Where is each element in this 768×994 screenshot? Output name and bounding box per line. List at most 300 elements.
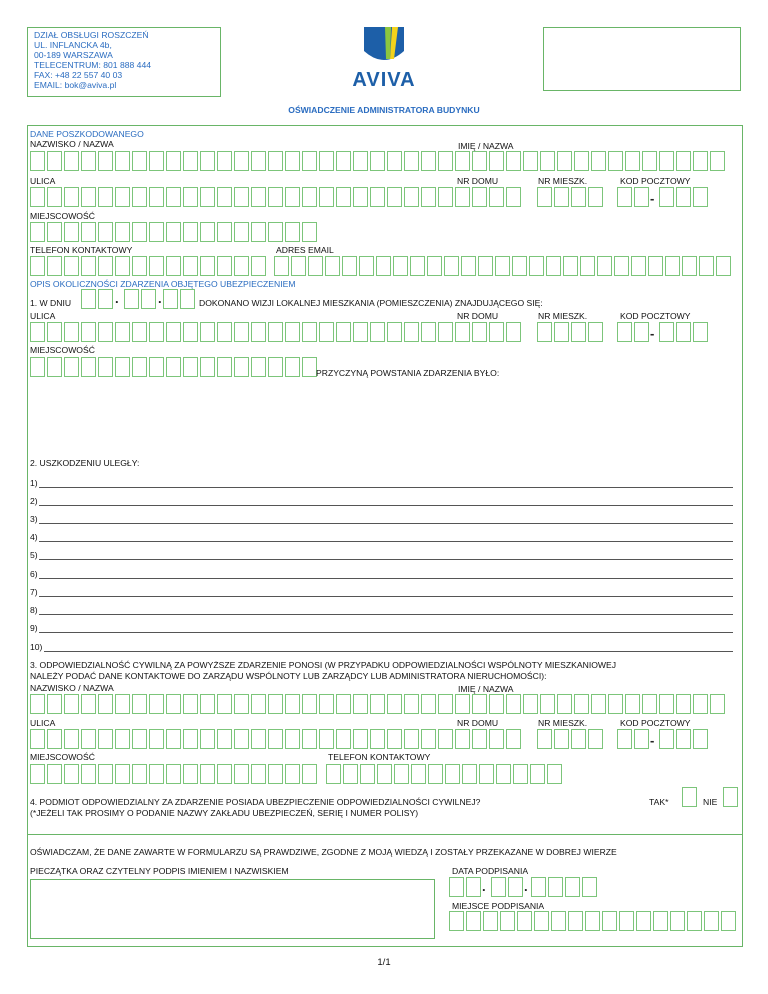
- input-cell[interactable]: [115, 187, 130, 207]
- input-cell[interactable]: [81, 256, 96, 276]
- input-cell[interactable]: [591, 694, 606, 714]
- input-cell[interactable]: [472, 729, 487, 749]
- input-cell[interactable]: [115, 729, 130, 749]
- input-cell[interactable]: [183, 151, 198, 171]
- input-cell[interactable]: [64, 729, 79, 749]
- street-field[interactable]: [30, 322, 470, 342]
- input-cell[interactable]: [537, 322, 552, 342]
- input-cell[interactable]: [517, 911, 532, 931]
- input-cell[interactable]: [387, 151, 402, 171]
- input-cell[interactable]: [512, 256, 527, 276]
- input-cell[interactable]: [394, 764, 409, 784]
- input-cell[interactable]: [285, 322, 300, 342]
- input-cell[interactable]: [659, 322, 674, 342]
- input-cell[interactable]: [588, 729, 603, 749]
- input-cell[interactable]: [659, 729, 674, 749]
- input-cell[interactable]: [411, 764, 426, 784]
- input-cell[interactable]: [166, 322, 181, 342]
- input-cell[interactable]: [166, 187, 181, 207]
- input-cell[interactable]: [455, 729, 470, 749]
- input-cell[interactable]: [132, 151, 147, 171]
- input-cell[interactable]: [47, 322, 62, 342]
- input-cell[interactable]: [466, 911, 481, 931]
- input-cell[interactable]: [642, 694, 657, 714]
- input-cell[interactable]: [166, 729, 181, 749]
- input-cell[interactable]: [115, 222, 130, 242]
- input-cell[interactable]: [353, 322, 368, 342]
- input-cell[interactable]: [523, 151, 538, 171]
- incident-year-field[interactable]: [163, 289, 195, 309]
- no-checkbox[interactable]: [723, 787, 738, 807]
- input-cell[interactable]: [580, 256, 595, 276]
- input-cell[interactable]: [353, 694, 368, 714]
- damage-item-line[interactable]: [39, 550, 733, 560]
- incident-day-field[interactable]: [81, 289, 113, 309]
- input-cell[interactable]: [506, 187, 521, 207]
- input-cell[interactable]: [546, 256, 561, 276]
- postcode-field-a[interactable]: [617, 187, 649, 207]
- input-cell[interactable]: [438, 322, 453, 342]
- input-cell[interactable]: [704, 911, 719, 931]
- input-cell[interactable]: [319, 322, 334, 342]
- input-cell[interactable]: [268, 187, 283, 207]
- phone-field[interactable]: [30, 256, 266, 276]
- input-cell[interactable]: [377, 764, 392, 784]
- damage-item-line[interactable]: [44, 642, 733, 652]
- input-cell[interactable]: [445, 764, 460, 784]
- input-cell[interactable]: [251, 729, 266, 749]
- input-cell[interactable]: [472, 694, 487, 714]
- input-cell[interactable]: [676, 151, 691, 171]
- input-cell[interactable]: [47, 256, 62, 276]
- input-cell[interactable]: [200, 322, 215, 342]
- input-cell[interactable]: [554, 187, 569, 207]
- input-cell[interactable]: [115, 322, 130, 342]
- yes-checkbox[interactable]: [682, 787, 697, 807]
- input-cell[interactable]: [64, 256, 79, 276]
- flat-field[interactable]: [537, 322, 603, 342]
- input-cell[interactable]: [370, 694, 385, 714]
- signature-place-field[interactable]: [449, 911, 736, 931]
- input-cell[interactable]: [268, 764, 283, 784]
- input-cell[interactable]: [387, 322, 402, 342]
- input-cell[interactable]: [574, 151, 589, 171]
- input-cell[interactable]: [588, 187, 603, 207]
- input-cell[interactable]: [682, 787, 697, 807]
- surname-field[interactable]: [30, 151, 470, 171]
- input-cell[interactable]: [47, 187, 62, 207]
- incident-month-field[interactable]: [124, 289, 156, 309]
- input-cell[interactable]: [98, 222, 113, 242]
- input-cell[interactable]: [557, 694, 572, 714]
- input-cell[interactable]: [81, 187, 96, 207]
- input-cell[interactable]: [234, 322, 249, 342]
- signature-month-field[interactable]: [491, 877, 523, 897]
- input-cell[interactable]: [554, 729, 569, 749]
- input-cell[interactable]: [285, 764, 300, 784]
- input-cell[interactable]: [565, 877, 580, 897]
- input-cell[interactable]: [30, 187, 45, 207]
- input-cell[interactable]: [534, 911, 549, 931]
- flat-field[interactable]: [537, 729, 603, 749]
- input-cell[interactable]: [393, 256, 408, 276]
- input-cell[interactable]: [302, 694, 317, 714]
- input-cell[interactable]: [548, 877, 563, 897]
- input-cell[interactable]: [200, 151, 215, 171]
- input-cell[interactable]: [81, 322, 96, 342]
- input-cell[interactable]: [554, 322, 569, 342]
- input-cell[interactable]: [183, 187, 198, 207]
- input-cell[interactable]: [132, 222, 147, 242]
- input-cell[interactable]: [462, 764, 477, 784]
- input-cell[interactable]: [404, 322, 419, 342]
- input-cell[interactable]: [64, 322, 79, 342]
- input-cell[interactable]: [325, 256, 340, 276]
- input-cell[interactable]: [421, 694, 436, 714]
- input-cell[interactable]: [710, 151, 725, 171]
- input-cell[interactable]: [30, 256, 45, 276]
- input-cell[interactable]: [81, 222, 96, 242]
- input-cell[interactable]: [30, 151, 45, 171]
- input-cell[interactable]: [217, 256, 232, 276]
- input-cell[interactable]: [81, 357, 96, 377]
- signature-year-field[interactable]: [531, 877, 597, 897]
- input-cell[interactable]: [64, 764, 79, 784]
- input-cell[interactable]: [387, 694, 402, 714]
- input-cell[interactable]: [30, 729, 45, 749]
- input-cell[interactable]: [319, 151, 334, 171]
- input-cell[interactable]: [404, 729, 419, 749]
- input-cell[interactable]: [455, 187, 470, 207]
- input-cell[interactable]: [268, 694, 283, 714]
- input-cell[interactable]: [455, 322, 470, 342]
- damage-item-line[interactable]: [39, 478, 733, 488]
- input-cell[interactable]: [166, 151, 181, 171]
- city-field[interactable]: [30, 357, 317, 377]
- input-cell[interactable]: [370, 322, 385, 342]
- input-cell[interactable]: [687, 911, 702, 931]
- input-cell[interactable]: [149, 729, 164, 749]
- input-cell[interactable]: [721, 911, 736, 931]
- input-cell[interactable]: [479, 764, 494, 784]
- input-cell[interactable]: [404, 187, 419, 207]
- input-cell[interactable]: [132, 256, 147, 276]
- input-cell[interactable]: [132, 357, 147, 377]
- input-cell[interactable]: [183, 694, 198, 714]
- input-cell[interactable]: [582, 877, 597, 897]
- input-cell[interactable]: [716, 256, 731, 276]
- input-cell[interactable]: [608, 151, 623, 171]
- input-cell[interactable]: [574, 694, 589, 714]
- input-cell[interactable]: [387, 729, 402, 749]
- input-cell[interactable]: [30, 222, 45, 242]
- input-cell[interactable]: [308, 256, 323, 276]
- house-field[interactable]: [455, 187, 521, 207]
- input-cell[interactable]: [404, 694, 419, 714]
- input-cell[interactable]: [568, 911, 583, 931]
- input-cell[interactable]: [523, 694, 538, 714]
- input-cell[interactable]: [251, 256, 266, 276]
- input-cell[interactable]: [421, 322, 436, 342]
- input-cell[interactable]: [571, 187, 586, 207]
- input-cell[interactable]: [285, 187, 300, 207]
- input-cell[interactable]: [619, 911, 634, 931]
- input-cell[interactable]: [183, 729, 198, 749]
- input-cell[interactable]: [30, 357, 45, 377]
- input-cell[interactable]: [166, 256, 181, 276]
- input-cell[interactable]: [149, 694, 164, 714]
- input-cell[interactable]: [115, 256, 130, 276]
- input-cell[interactable]: [336, 187, 351, 207]
- input-cell[interactable]: [472, 187, 487, 207]
- street-field[interactable]: [30, 187, 470, 207]
- input-cell[interactable]: [699, 256, 714, 276]
- input-cell[interactable]: [98, 694, 113, 714]
- input-cell[interactable]: [387, 187, 402, 207]
- input-cell[interactable]: [472, 151, 487, 171]
- input-cell[interactable]: [81, 694, 96, 714]
- postcode-field-a[interactable]: [617, 322, 649, 342]
- input-cell[interactable]: [319, 694, 334, 714]
- input-cell[interactable]: [200, 764, 215, 784]
- input-cell[interactable]: [149, 764, 164, 784]
- input-cell[interactable]: [455, 694, 470, 714]
- input-cell[interactable]: [302, 729, 317, 749]
- input-cell[interactable]: [438, 151, 453, 171]
- input-cell[interactable]: [693, 151, 708, 171]
- input-cell[interactable]: [693, 729, 708, 749]
- input-cell[interactable]: [132, 764, 147, 784]
- input-cell[interactable]: [217, 729, 232, 749]
- input-cell[interactable]: [489, 187, 504, 207]
- input-cell[interactable]: [64, 222, 79, 242]
- input-cell[interactable]: [557, 151, 572, 171]
- input-cell[interactable]: [251, 357, 266, 377]
- input-cell[interactable]: [676, 187, 691, 207]
- input-cell[interactable]: [602, 911, 617, 931]
- input-cell[interactable]: [591, 151, 606, 171]
- input-cell[interactable]: [336, 694, 351, 714]
- input-cell[interactable]: [693, 694, 708, 714]
- input-cell[interactable]: [47, 151, 62, 171]
- input-cell[interactable]: [183, 322, 198, 342]
- input-cell[interactable]: [166, 764, 181, 784]
- input-cell[interactable]: [359, 256, 374, 276]
- input-cell[interactable]: [428, 764, 443, 784]
- input-cell[interactable]: [234, 222, 249, 242]
- input-cell[interactable]: [491, 877, 506, 897]
- input-cell[interactable]: [421, 187, 436, 207]
- input-cell[interactable]: [149, 151, 164, 171]
- input-cell[interactable]: [336, 151, 351, 171]
- input-cell[interactable]: [183, 256, 198, 276]
- input-cell[interactable]: [30, 764, 45, 784]
- input-cell[interactable]: [642, 151, 657, 171]
- input-cell[interactable]: [217, 357, 232, 377]
- input-cell[interactable]: [274, 256, 289, 276]
- input-cell[interactable]: [302, 764, 317, 784]
- input-cell[interactable]: [251, 151, 266, 171]
- input-cell[interactable]: [506, 322, 521, 342]
- input-cell[interactable]: [234, 729, 249, 749]
- input-cell[interactable]: [659, 187, 674, 207]
- input-cell[interactable]: [444, 256, 459, 276]
- input-cell[interactable]: [466, 877, 481, 897]
- input-cell[interactable]: [530, 764, 545, 784]
- city-field[interactable]: [30, 764, 317, 784]
- input-cell[interactable]: [200, 694, 215, 714]
- input-cell[interactable]: [449, 911, 464, 931]
- input-cell[interactable]: [234, 764, 249, 784]
- input-cell[interactable]: [648, 256, 663, 276]
- input-cell[interactable]: [285, 729, 300, 749]
- input-cell[interactable]: [438, 694, 453, 714]
- name-field[interactable]: [455, 694, 725, 714]
- postcode-field-b[interactable]: [659, 729, 708, 749]
- damage-item-line[interactable]: [39, 496, 733, 506]
- input-cell[interactable]: [200, 222, 215, 242]
- input-cell[interactable]: [489, 694, 504, 714]
- input-cell[interactable]: [200, 187, 215, 207]
- input-cell[interactable]: [47, 729, 62, 749]
- input-cell[interactable]: [625, 151, 640, 171]
- input-cell[interactable]: [217, 694, 232, 714]
- input-cell[interactable]: [132, 694, 147, 714]
- input-cell[interactable]: [634, 187, 649, 207]
- input-cell[interactable]: [421, 151, 436, 171]
- input-cell[interactable]: [571, 322, 586, 342]
- input-cell[interactable]: [115, 151, 130, 171]
- name-field[interactable]: [455, 151, 725, 171]
- input-cell[interactable]: [617, 187, 632, 207]
- input-cell[interactable]: [200, 357, 215, 377]
- input-cell[interactable]: [268, 322, 283, 342]
- input-cell[interactable]: [302, 357, 317, 377]
- house-field[interactable]: [455, 322, 521, 342]
- postcode-field-b[interactable]: [659, 187, 708, 207]
- input-cell[interactable]: [30, 322, 45, 342]
- input-cell[interactable]: [234, 357, 249, 377]
- input-cell[interactable]: [251, 187, 266, 207]
- input-cell[interactable]: [251, 222, 266, 242]
- input-cell[interactable]: [200, 729, 215, 749]
- input-cell[interactable]: [659, 151, 674, 171]
- input-cell[interactable]: [370, 187, 385, 207]
- input-cell[interactable]: [115, 357, 130, 377]
- input-cell[interactable]: [489, 322, 504, 342]
- input-cell[interactable]: [251, 694, 266, 714]
- input-cell[interactable]: [421, 729, 436, 749]
- input-cell[interactable]: [81, 729, 96, 749]
- input-cell[interactable]: [217, 187, 232, 207]
- damage-item-line[interactable]: [39, 532, 733, 542]
- input-cell[interactable]: [98, 187, 113, 207]
- input-cell[interactable]: [571, 729, 586, 749]
- input-cell[interactable]: [506, 694, 521, 714]
- input-cell[interactable]: [370, 151, 385, 171]
- input-cell[interactable]: [682, 256, 697, 276]
- input-cell[interactable]: [132, 187, 147, 207]
- input-cell[interactable]: [64, 357, 79, 377]
- input-cell[interactable]: [489, 729, 504, 749]
- street-field[interactable]: [30, 729, 470, 749]
- input-cell[interactable]: [234, 187, 249, 207]
- input-cell[interactable]: [217, 764, 232, 784]
- input-cell[interactable]: [506, 729, 521, 749]
- input-cell[interactable]: [617, 729, 632, 749]
- input-cell[interactable]: [115, 764, 130, 784]
- signature-box[interactable]: [30, 879, 435, 939]
- input-cell[interactable]: [217, 322, 232, 342]
- input-cell[interactable]: [608, 694, 623, 714]
- input-cell[interactable]: [149, 256, 164, 276]
- input-cell[interactable]: [404, 151, 419, 171]
- input-cell[interactable]: [496, 764, 511, 784]
- input-cell[interactable]: [614, 256, 629, 276]
- input-cell[interactable]: [508, 877, 523, 897]
- input-cell[interactable]: [342, 256, 357, 276]
- input-cell[interactable]: [234, 256, 249, 276]
- input-cell[interactable]: [180, 289, 195, 309]
- input-cell[interactable]: [98, 322, 113, 342]
- input-cell[interactable]: [149, 187, 164, 207]
- input-cell[interactable]: [47, 222, 62, 242]
- input-cell[interactable]: [670, 911, 685, 931]
- input-cell[interactable]: [634, 322, 649, 342]
- postcode-field-b[interactable]: [659, 322, 708, 342]
- input-cell[interactable]: [141, 289, 156, 309]
- input-cell[interactable]: [370, 729, 385, 749]
- input-cell[interactable]: [285, 357, 300, 377]
- flat-field[interactable]: [537, 187, 603, 207]
- input-cell[interactable]: [483, 911, 498, 931]
- input-cell[interactable]: [353, 187, 368, 207]
- input-cell[interactable]: [302, 187, 317, 207]
- input-cell[interactable]: [537, 729, 552, 749]
- input-cell[interactable]: [98, 729, 113, 749]
- input-cell[interactable]: [449, 877, 464, 897]
- input-cell[interactable]: [693, 187, 708, 207]
- input-cell[interactable]: [326, 764, 341, 784]
- input-cell[interactable]: [676, 322, 691, 342]
- input-cell[interactable]: [268, 357, 283, 377]
- input-cell[interactable]: [124, 289, 139, 309]
- input-cell[interactable]: [659, 694, 674, 714]
- input-cell[interactable]: [217, 151, 232, 171]
- input-cell[interactable]: [665, 256, 680, 276]
- input-cell[interactable]: [98, 764, 113, 784]
- input-cell[interactable]: [132, 729, 147, 749]
- input-cell[interactable]: [693, 322, 708, 342]
- input-cell[interactable]: [537, 187, 552, 207]
- input-cell[interactable]: [585, 911, 600, 931]
- input-cell[interactable]: [183, 764, 198, 784]
- input-cell[interactable]: [472, 322, 487, 342]
- damage-item-line[interactable]: [39, 569, 733, 579]
- input-cell[interactable]: [410, 256, 425, 276]
- input-cell[interactable]: [676, 694, 691, 714]
- input-cell[interactable]: [166, 222, 181, 242]
- phone-field[interactable]: [326, 764, 562, 784]
- input-cell[interactable]: [98, 256, 113, 276]
- input-cell[interactable]: [547, 764, 562, 784]
- input-cell[interactable]: [64, 187, 79, 207]
- signature-day-field[interactable]: [449, 877, 481, 897]
- input-cell[interactable]: [500, 911, 515, 931]
- input-cell[interactable]: [540, 694, 555, 714]
- input-cell[interactable]: [723, 787, 738, 807]
- input-cell[interactable]: [47, 764, 62, 784]
